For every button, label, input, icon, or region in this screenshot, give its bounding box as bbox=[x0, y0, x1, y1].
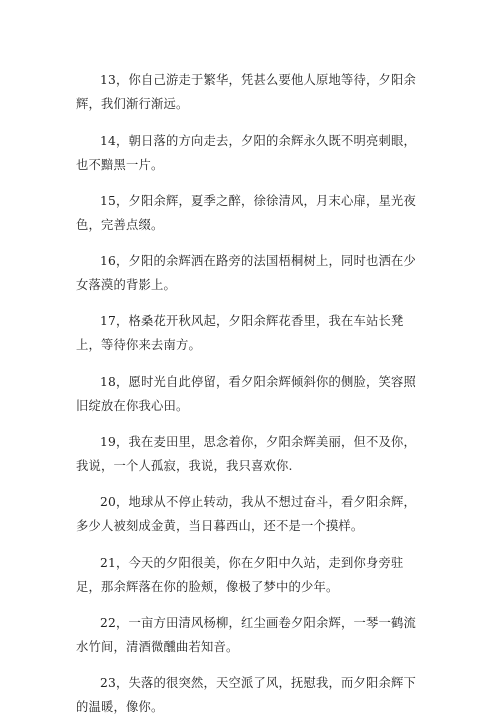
list-item: 23，失落的很突然，天空派了风，抚慰我，而夕阳余辉下的温暖，像你。 bbox=[76, 676, 416, 715]
list-item: 22，一亩方田清风杨柳，红尘画卷夕阳余辉，一琴一鹤流水竹间，清酒微醺曲若知音。 bbox=[76, 615, 416, 654]
list-item: 19，我在麦田里，思念着你，夕阳余辉美丽，但不及你，我说，一个人孤寂，我说，我只喜欢你. bbox=[76, 435, 416, 474]
list-item: 14，朝日落的方向走去，夕阳的余辉永久既不明亮刺眼，也不黯黑一片。 bbox=[76, 133, 416, 172]
list-item: 16，夕阳的余辉洒在路旁的法国梧桐树上，同时也洒在少女落漠的背影上。 bbox=[76, 254, 416, 293]
list-item: 17，格桑花开秋风起，夕阳余辉花香里，我在车站长凳上，等待你来去南方。 bbox=[76, 314, 404, 353]
list-item: 18，愿时光自此停留，看夕阳余辉倾斜你的侧脸，笑容照旧绽放在你我心田。 bbox=[76, 374, 416, 413]
list-item: 13，你自己游走于繁华，凭甚么要他人原地等待，夕阳余辉，我们渐行渐远。 bbox=[76, 73, 416, 112]
list-item: 15，夕阳余辉，夏季之醉，徐徐清风，月末心扉，星光夜色，完善点缀。 bbox=[76, 193, 416, 232]
list-item: 21，今天的夕阳很美，你在夕阳中久站，走到你身旁驻足，那余辉落在你的脸颊，像极了梦中的少年。 bbox=[76, 555, 404, 594]
list-item: 20，地球从不停止转动，我从不想过奋斗，看夕阳余辉，多少人被刻成金黄，当日暮西山，还不是一个摸样。 bbox=[76, 495, 416, 534]
paragraph-list bbox=[0, 56, 500, 724]
